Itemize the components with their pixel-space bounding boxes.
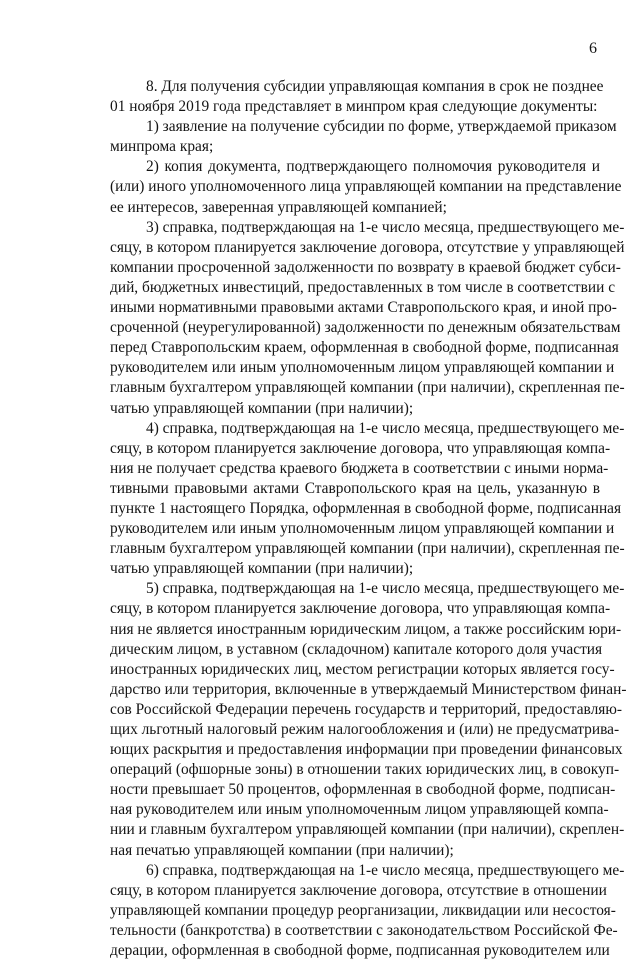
text-line: щих льготный налоговый режим налогообложения и (или) не предусматрива-	[110, 721, 620, 738]
text-line: 3) справка, подтверждающая на 1-е число месяца, предшествующего ме-	[146, 218, 625, 236]
text-line: компании просроченной задолженности по возврату в краевой бюджет субси-	[110, 258, 621, 276]
text-line: руководителем или иным уполномоченным лицом управляющей компании и	[110, 359, 615, 377]
text-line: 4) справка, подтверждающая на 1-е число месяца, предшествующего ме-	[146, 419, 625, 437]
text-line: ния не получает средства краевого бюджета в соответствии с иными норма-	[110, 459, 609, 477]
text-line: дарство или территория, включенные в утверждаемый Министерством финан-	[110, 680, 627, 698]
text-line: главным бухгалтером управляющей компании (при наличии), скрепленная пе-	[110, 379, 625, 397]
text-line: дерации, оформленная в свободной форме, подписанная руководителем или	[110, 942, 610, 960]
text-line: сроченной (неурегулированной) задолженности по денежным обязательствам	[110, 319, 621, 337]
text-line: сяцу, в котором планируется заключение договора, отсутствие в отношении	[110, 881, 607, 899]
text-line: иностранных юридических лиц, местом регистрации которых является госу-	[110, 660, 615, 678]
page-number: 6	[589, 40, 597, 57]
text-line: сяцу, в котором планируется заключение договора, отсутствие у управляющей	[110, 238, 625, 256]
text-line: иными нормативными правовыми актами Ставропольского края, и иной про-	[110, 299, 617, 317]
text-line: 2) копия документа, подтверждающего полномочия руководителя и	[146, 158, 600, 176]
text-line: ее интересов, заверенная управляющей компанией;	[110, 198, 447, 216]
text-line: дическим лицом, в уставном (складочном) капитале которого доля участия	[110, 640, 603, 658]
text-line: дий, бюджетных инвестиций, предоставленных в том числе в соответствии с	[110, 278, 616, 296]
text-line: ния не является иностранным юридическим лицом, а также российским юри-	[110, 620, 622, 638]
text-line: 5) справка, подтверждающая на 1-е число месяца, предшествующего ме-	[146, 580, 625, 598]
text-line: пункте 1 настоящего Порядка, оформленная в свободной форме, подписанная	[110, 499, 622, 517]
text-line: нии и главным бухгалтером управляющей компании (при наличии), скреплен-	[110, 821, 625, 839]
text-line: чатью управляющей компании (при наличии);	[110, 399, 414, 417]
text-line: ная печатью управляющей компании (при наличии);	[110, 841, 454, 859]
text-line: минпрома края;	[110, 138, 214, 156]
text-line: 8. Для получения субсидии управляющая компания в срок не позднее	[146, 78, 604, 95]
text-line: перед Ставропольским краем, оформленная в свободной форме, подписанная	[110, 339, 619, 357]
text-line: тельности (банкротства) в соответствии с законодательством Российской Фе-	[110, 921, 618, 939]
text-line: ности превышает 50 процентов, оформленная в свободной форме, подписан-	[110, 781, 616, 799]
text-line: 6) справка, подтверждающая на 1-е число месяца, предшествующего ме-	[146, 861, 625, 879]
text-line: чатью управляющей компании (при наличии);	[110, 560, 414, 578]
text-line: ная руководителем или иным уполномоченным лицом управляющей компа-	[110, 801, 609, 819]
text-line: управляющей компании процедур реорганизации, ликвидации или несостоя-	[110, 901, 616, 919]
text-line: 1) заявление на получение субсидии по форме, утверждаемой приказом	[146, 118, 617, 136]
text-line: (или) иного уполномоченного лица управляющей компании на представление	[110, 178, 622, 196]
text-line: тивными правовыми актами Ставропольского края на цель, указанную в	[110, 479, 600, 497]
text-line: сяцу, в котором планируется заключение договора, что управляющая компа-	[110, 600, 611, 618]
text-line: ющих раскрытия и предоставления информации при проведении финансовых	[110, 741, 623, 759]
text-line: главным бухгалтером управляющей компании (при наличии), скрепленная пе-	[110, 540, 625, 558]
text-line: операций (офшорные зоны) в отношении таких юридических лиц, в совокуп-	[110, 761, 620, 779]
text-line: сяцу, в котором планируется заключение договора, что управляющая компа-	[110, 439, 611, 457]
text-line: 01 ноября 2019 года представляет в минпром края следующие документы:	[110, 98, 598, 116]
text-line: руководителем или иным уполномоченным лицом управляющей компании и	[110, 520, 615, 538]
text-line: сов Российской Федерации перечень государств и территорий, предоставляю-	[110, 700, 622, 718]
document-body	[110, 77, 627, 961]
